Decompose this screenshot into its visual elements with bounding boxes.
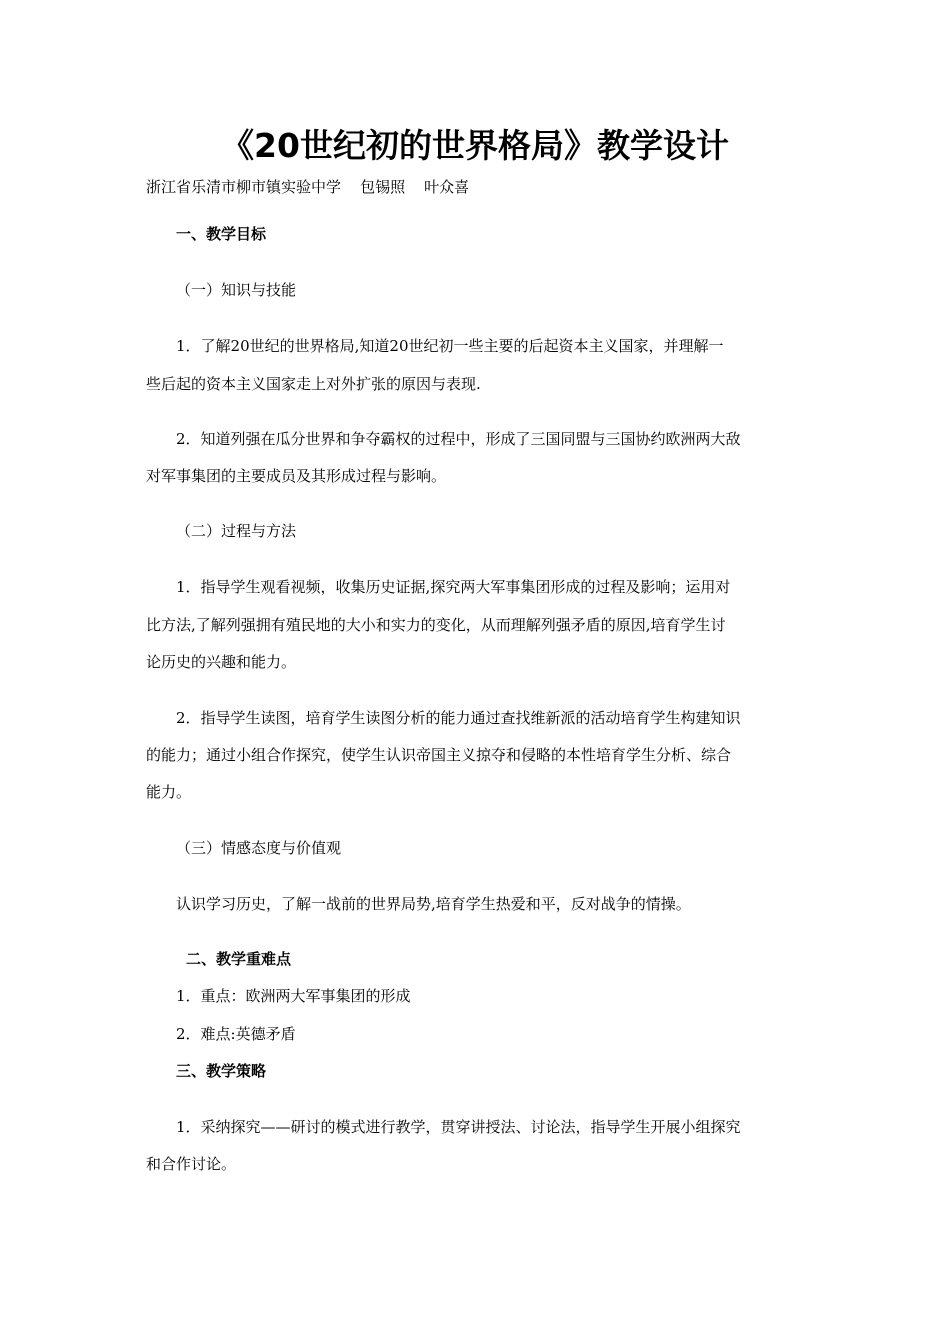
paragraph-line: 论历史的兴趣和能力。	[146, 653, 297, 671]
paragraph-line: 认识学习历史，了解一战前的世界局势,培育学生热爱和平，反对战争的情操。	[176, 895, 691, 913]
paragraph-line: 2．知道列强在瓜分世界和争夺霸权的过程中，形成了三国同盟与三国协约欧洲两大敌	[176, 430, 741, 448]
paragraph-line: 能力。	[146, 783, 192, 801]
list-item: 2．难点:英德矛盾	[176, 1025, 296, 1043]
subheading-process-method: （二）过程与方法	[176, 522, 297, 540]
list-item: 1．重点：欧洲两大军事集团的形成	[176, 987, 411, 1005]
paragraph-line: 1．了解20世纪的世界格局,知道20世纪初一些主要的后起资本主义国家，并理解一	[176, 337, 724, 355]
paragraph-line: 1．指导学生观看视频，收集历史证据,探究两大军事集团形成的过程及影响；运用对	[176, 578, 731, 596]
author-line: 浙江省乐清市柳市镇实验中学 包锡照 叶众喜	[146, 178, 470, 196]
paragraph-line: 和合作讨论。	[146, 1155, 237, 1173]
section-heading-strategy: 三、教学策略	[176, 1062, 267, 1080]
section-heading-key-points: 二、教学重难点	[186, 950, 292, 968]
paragraph-line: 些后起的资本主义国家走上对外扩张的原因与表现.	[146, 375, 481, 393]
paragraph-line: 2．指导学生读图，培育学生读图分析的能力通过查找维新派的活动培育学生构建知识	[176, 709, 741, 727]
paragraph-line: 的能力；通过小组合作探究，使学生认识帝国主义掠夺和侵略的本性培育学生分析、综合	[146, 746, 732, 764]
paragraph-line: 对军事集团的主要成员及其形成过程与影响。	[146, 467, 447, 485]
subheading-knowledge-skills: （一）知识与技能	[176, 281, 297, 299]
document-title: 《20世纪初的世界格局》教学设计	[221, 126, 729, 165]
paragraph-line: 1．采纳探究——研讨的模式进行教学，贯穿讲授法、讨论法，指导学生开展小组探究	[176, 1118, 741, 1136]
subheading-attitude-values: （三）情感态度与价值观	[176, 839, 342, 857]
paragraph-line: 比方法,了解列强拥有殖民地的大小和实力的变化，从而理解列强矛盾的原因,培育学生讨	[146, 616, 726, 634]
section-heading-objectives: 一、教学目标	[176, 225, 267, 243]
